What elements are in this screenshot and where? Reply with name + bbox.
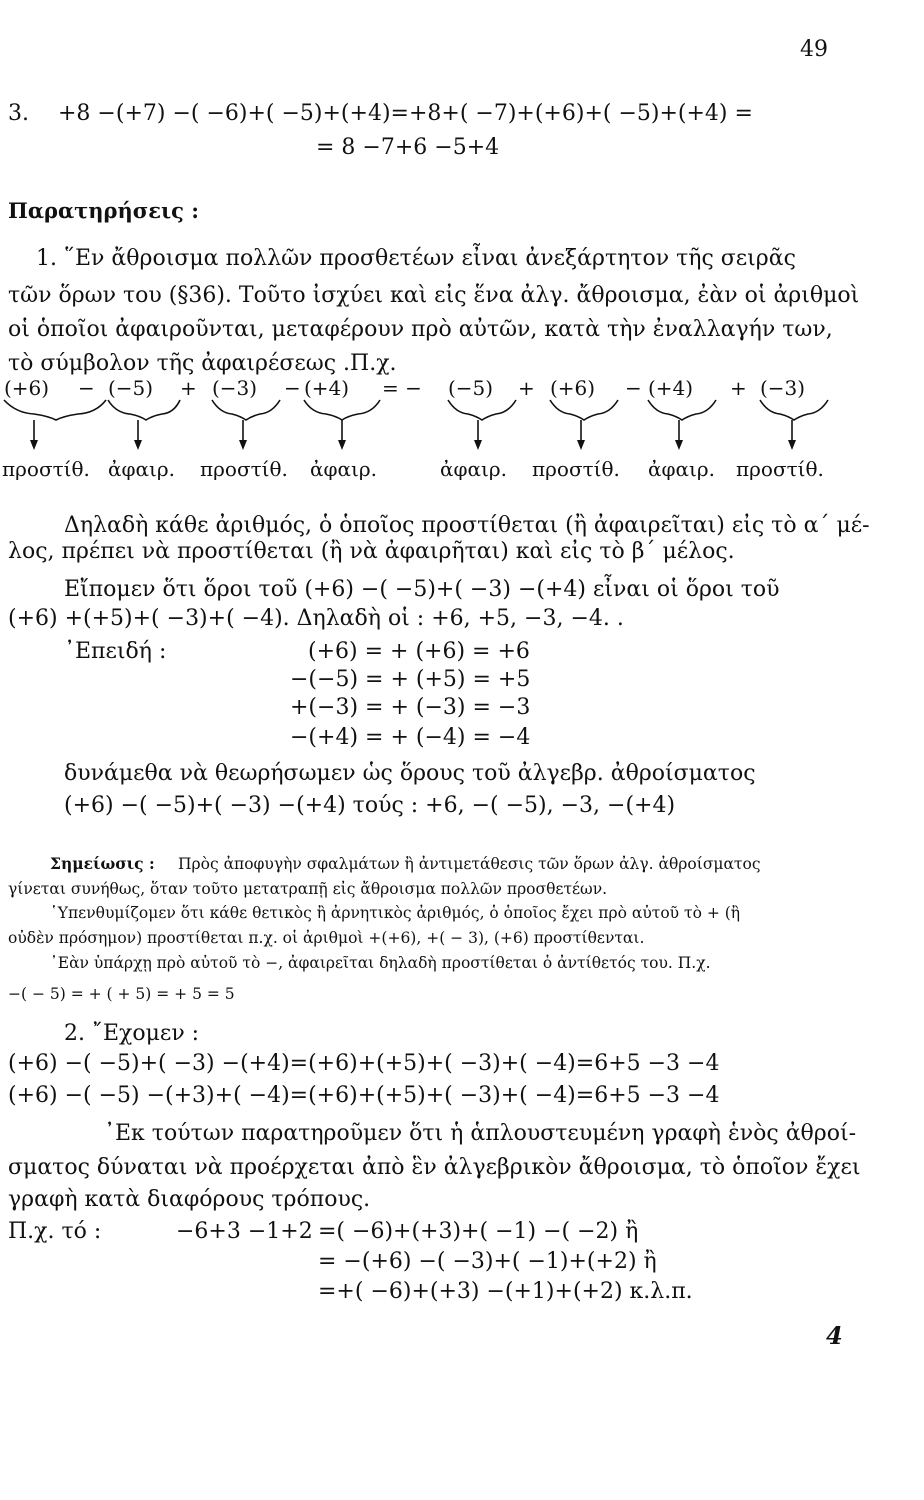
remark-1-line-1: 1. ῞Εν ἄθροισμα πολλῶν προσθετέων εἶναι ἀνεξάρτητον τῆς σειρᾶς bbox=[36, 246, 796, 271]
arrow-head bbox=[474, 440, 482, 450]
diagram-op: − bbox=[284, 376, 301, 400]
diagram-op: = − bbox=[382, 376, 422, 400]
note-line-2: γίνεται συνήθως, ὅταν τοῦτο μετατραπῇ εἰς ἄθροισμα πολλῶν προσθετέων. bbox=[8, 880, 608, 898]
example-equal-2: = −(+6) −( −3)+( −1)+(+2) ἢ bbox=[318, 1249, 657, 1274]
note-line-6: −( − 5) = + ( + 5) = + 5 = 5 bbox=[8, 985, 235, 1003]
diagram-op: + bbox=[180, 376, 197, 400]
diagram-label: προστίθ. bbox=[736, 457, 824, 481]
note-line-3: ῾Υπενθυμίζομεν ὅτι κάθε θετικὸς ἢ ἀρνητικὸς ἀριθμός, ὁ ὁποῖος ἔχει πρὸ αὐτοῦ τὸ + (ἢ bbox=[50, 904, 741, 922]
diagram-label: ἀφαιρ. bbox=[108, 457, 175, 481]
remark-2-line-3: γραφὴ κατὰ διαφόρους τρόπους. bbox=[8, 1187, 371, 1212]
arrow-head bbox=[30, 440, 38, 450]
para-2-line-4: (+6) +(+5)+( −3)+( −4). Δηλαδὴ οἱ : +6, +5, −3, −4. . bbox=[8, 606, 624, 631]
example-label: Π.χ. τό : bbox=[8, 1219, 102, 1244]
diagram-op: + bbox=[518, 376, 535, 400]
brace bbox=[648, 400, 716, 420]
since-row: −(+4) = + (−4) = −4 bbox=[290, 725, 531, 750]
remarks-heading: Παρατηρήσεις : bbox=[8, 198, 200, 223]
since-row: −(−5) = + (+5) = +5 bbox=[290, 667, 531, 692]
diagram-term: (+4) bbox=[304, 376, 350, 400]
diagram-term: (−3) bbox=[212, 376, 258, 400]
diagram-label: προστίθ. bbox=[200, 457, 288, 481]
brace bbox=[4, 400, 106, 420]
section-number: 4 bbox=[826, 1321, 843, 1350]
diagram-term: (−5) bbox=[108, 376, 154, 400]
note-line-4: οὐδὲν πρόσημον) προστίθεται π.χ. οἱ ἀριθμοὶ +(+6), +( − 3), (+6) προστίθενται. bbox=[8, 929, 645, 947]
diagram-term: (+6) bbox=[4, 376, 50, 400]
diagram-op: + bbox=[730, 376, 747, 400]
remark-1-line-3: οἱ ὁποῖοι ἀφαιροῦνται, μεταφέρουν πρὸ αὐτῶν, κατὰ τὴν ἐναλλαγήν των, bbox=[8, 317, 833, 342]
remark-2-line-2: σματος δύναται νὰ προέρχεται ἀπὸ ἓν ἀλγεβρικὸν ἄθροισμα, τὸ ὁποῖον ἔχει bbox=[8, 1155, 861, 1180]
arrow-head bbox=[338, 440, 346, 450]
example-3-line-1: +8 −(+7) −( −6)+( −5)+(+4)=+8+( −7)+(+6)+( −5)+(+4) = bbox=[58, 101, 753, 126]
since-label: ᾿Επειδή : bbox=[64, 639, 167, 664]
arrow-head bbox=[134, 440, 142, 450]
note-line-1: Πρὸς ἀποφυγὴν σφαλμάτων ἢ ἀντιμετάθεσις τῶν ὅρων ἀλγ. ἀθροίσματος bbox=[178, 855, 761, 873]
page-number: 49 bbox=[800, 37, 828, 62]
arrow-head bbox=[577, 440, 585, 450]
diagram-label: ἀφαιρ. bbox=[310, 457, 377, 481]
example-expression: −6+3 −1+2 bbox=[176, 1219, 313, 1244]
remark-2-eq-1: (+6) −( −5)+( −3) −(+4)=(+6)+(+5)+( −3)+( −4)=6+5 −3 −4 bbox=[8, 1051, 720, 1076]
diagram-label: ἀφαιρ. bbox=[648, 457, 715, 481]
para-2-line-2: λος, πρέπει νὰ προστίθεται (ἢ νὰ ἀφαιρῆται) καὶ εἰς τὸ β΄ μέλος. bbox=[8, 539, 735, 564]
remark-1-line-4: τὸ σύμβολον τῆς ἀφαιρέσεως .Π.χ. bbox=[8, 351, 397, 376]
arrow-head bbox=[675, 440, 683, 450]
diagram-term: (+6) bbox=[550, 376, 596, 400]
remark-2-line-1: ᾿Εκ τούτων παρατηροῦμεν ὅτι ἡ ἁπλουστευμένη γραφὴ ἑνὸς ἀθροί- bbox=[104, 1121, 857, 1146]
arrow-head bbox=[788, 440, 796, 450]
example-3-line-2: = 8 −7+6 −5+4 bbox=[316, 135, 500, 160]
diagram-label: προστίθ. bbox=[532, 457, 620, 481]
brace bbox=[550, 400, 618, 420]
para-2-line-1: Δηλαδὴ κάθε ἀριθμός, ὁ ὁποῖος προστίθεται (ἢ ἀφαιρεῖται) εἰς τὸ α΄ μέ- bbox=[64, 513, 870, 538]
diagram-op: − bbox=[625, 376, 642, 400]
diagram-label: ἀφαιρ. bbox=[440, 457, 507, 481]
para-3-line-1: δυνάμεθα νὰ θεωρήσωμεν ὡς ὅρους τοῦ ἀλγεβρ. ἀθροίσματος bbox=[64, 761, 756, 786]
since-row: (+6) = + (+6) = +6 bbox=[308, 639, 530, 664]
diagram-term: (+4) bbox=[648, 376, 694, 400]
note-title: Σημείωσις : bbox=[50, 854, 155, 873]
diagram-op: − bbox=[78, 376, 95, 400]
remark-2-label: 2. ῎Εχομεν : bbox=[64, 1021, 200, 1046]
diagram-term: (−3) bbox=[760, 376, 806, 400]
brace bbox=[760, 400, 828, 420]
arrow-head bbox=[239, 440, 247, 450]
example-3-label: 3. bbox=[8, 101, 29, 126]
diagram-label: προστίθ. bbox=[2, 457, 90, 481]
brace bbox=[304, 400, 380, 420]
example-equal-3: =+( −6)+(+3) −(+1)+(+2) κ.λ.π. bbox=[318, 1279, 693, 1304]
remark-1-line-2: τῶν ὅρων του (§36). Τοῦτο ἰσχύει καὶ εἰς ἕνα ἀλγ. ἄθροισμα, ἐὰν οἱ ἀριθμοὶ bbox=[8, 283, 860, 308]
since-row: +(−3) = + (−3) = −3 bbox=[290, 695, 531, 720]
example-equal-1: =( −6)+(+3)+( −1) −( −2) ἢ bbox=[318, 1219, 639, 1244]
para-3-line-2: (+6) −( −5)+( −3) −(+4) τούς : +6, −( −5), −3, −(+4) bbox=[64, 793, 676, 818]
note-line-5: ᾿Εὰν ὑπάρχῃ πρὸ αὐτοῦ τὸ −, ἀφαιρεῖται δηλαδὴ προστίθεται ὁ ἀντίθετός του. Π.χ. bbox=[50, 954, 711, 972]
remark-2-eq-2: (+6) −( −5) −(+3)+( −4)=(+6)+(+5)+( −3)+( −4)=6+5 −3 −4 bbox=[8, 1083, 720, 1108]
brace bbox=[212, 400, 280, 420]
para-2-line-3: Εἴπομεν ὅτι ὅροι τοῦ (+6) −( −5)+( −3) −(+4) εἶναι οἱ ὅροι τοῦ bbox=[64, 577, 780, 602]
brace bbox=[108, 400, 180, 420]
brace bbox=[448, 400, 516, 420]
diagram-term: (−5) bbox=[448, 376, 494, 400]
